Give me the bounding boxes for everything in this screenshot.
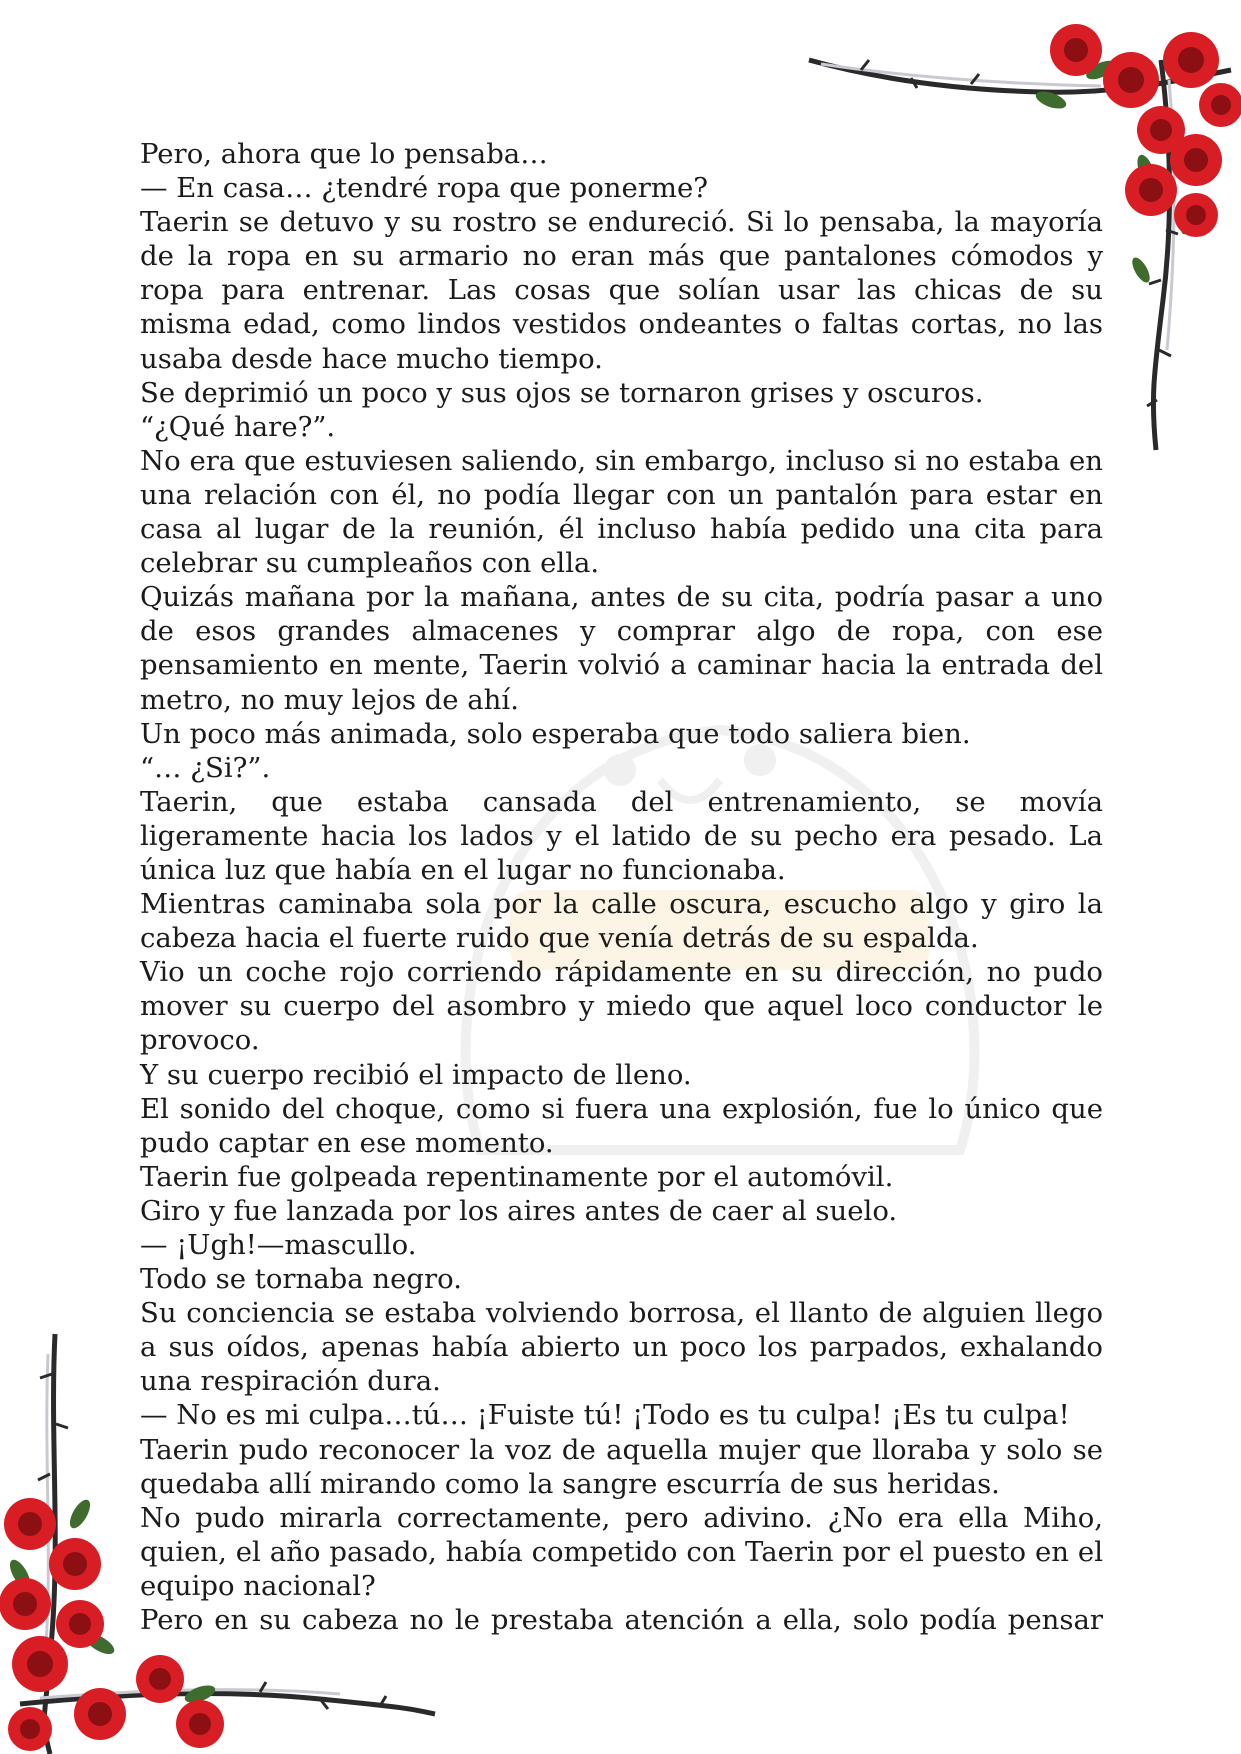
paragraph: Todo se tornaba negro. <box>140 1263 462 1296</box>
paragraph: No era que estuviesen saliendo, sin embargo, incluso si no estaba en una relación con él, no podía llegar con un pantalón para estar en casa al lugar de la reunión, él incluso había pedido una cita para celebrar su cumpleaños con ella. <box>140 444 1103 580</box>
dialogue-line: — No es mi culpa…tú… ¡Fuiste tú! ¡Todo es tu culpa! ¡Es tu culpa! <box>140 1399 1070 1432</box>
dialogue-line: — ¡Ugh!—mascullo. <box>140 1229 417 1261</box>
paragraph: Pero en su cabeza no le prestaba atención a ella, solo podía pensar <box>140 1604 1103 1637</box>
paragraph: Y su cuerpo recibió el impacto de lleno. <box>140 1058 692 1091</box>
paragraph: Vio un coche rojo corriendo rápidamente en su dirección, no pudo mover su cuerpo del asombro y miedo que aquel loco conductor le provoco. <box>140 956 1103 1057</box>
thought-line: “… ¿Si?”. <box>140 751 271 784</box>
paragraph: Su conciencia se estaba volviendo borrosa, el llanto de alguien llego a sus oídos, apenas había abierto un poco los parpados, exhalando una respiración dura. <box>140 1297 1103 1398</box>
paragraph: Mientras caminaba sola por la calle oscura, escucho algo y giro la cabeza hacia el fuerte ruido que venía detrás de su espalda. <box>140 888 1103 955</box>
thought-line: “¿Qué hare?”. <box>140 410 336 443</box>
dialogue-line: — En casa… ¿tendré ropa que ponerme? <box>140 172 709 205</box>
paragraph: Quizás mañana por la mañana, antes de su cita, podría pasar a uno de esos grandes almacenes y comprar algo de ropa, con ese pensamiento en mente, Taerin volvió a caminar hacia la entrada del metro, no muy lejos de ahí. <box>140 581 1103 716</box>
paragraph: Pero, ahora que lo pensaba… <box>140 138 548 170</box>
paragraph: No pudo mirarla correctamente, pero adivino. ¿No era ella Miho, quien, el año pasado, había competido con Taerin por el puesto en el equipo nacional? <box>140 1501 1103 1602</box>
body-text <box>140 137 1103 1637</box>
paragraph: Giro y fue lanzada por los aires antes de caer al suelo. <box>140 1194 898 1227</box>
paragraph: El sonido del choque, como si fuera una explosión, fue lo único que pudo captar en ese momento. <box>140 1092 1103 1159</box>
paragraph: Se deprimió un poco y sus ojos se tornaron grises y oscuros. <box>140 376 984 409</box>
paragraph: Taerin fue golpeada repentinamente por el automóvil. <box>140 1160 894 1193</box>
paragraph: Taerin se detuvo y su rostro se endureció. Si lo pensaba, la mayoría de la ropa en su armario no eran más que pantalones cómodos y ropa para entrenar. Las cosas que solían usar las chicas de su misma edad, como lindos vestidos ondeantes o faltas cortas, no las usaba desde hace mucho tiempo. <box>140 206 1103 375</box>
paragraph: Taerin pudo reconocer la voz de aquella mujer que lloraba y solo se quedaba allí mirando como la sangre escurría de sus heridas. <box>140 1433 1103 1500</box>
paragraph: Taerin, que estaba cansada del entrenamiento, se movía ligeramente hacia los lados y el latido de su pecho era pesado. La única luz que había en el lugar no funcionaba. <box>140 785 1103 886</box>
paragraph: Un poco más animada, solo esperaba que todo saliera bien. <box>140 717 971 750</box>
